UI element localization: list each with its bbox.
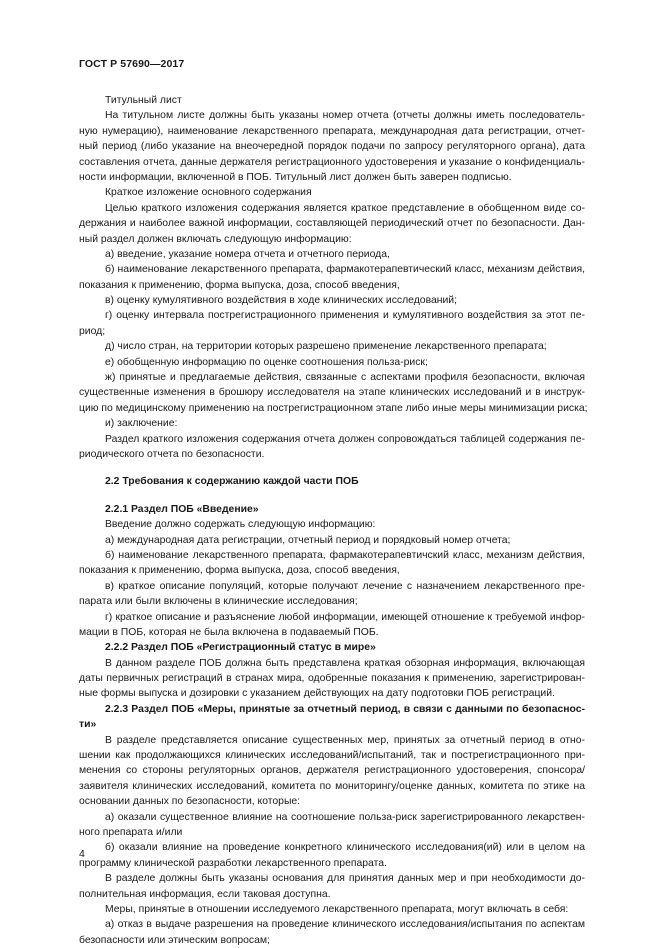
text-line: Введение должно содержать следующую информацию: bbox=[105, 519, 376, 531]
text-line: риодического отчета по безопасности. bbox=[79, 448, 265, 460]
text-line: менения со стороны регуляторных органов, держателя регистрационного удостоверения, спонсора/ bbox=[79, 765, 585, 777]
text-line: заявителя клинических исследований, комитета по мониторингу/оценке данных, комитета по этике на bbox=[79, 780, 585, 792]
text-line: д) число стран, на территории которых разрешено применение лекарственного препарата; bbox=[105, 341, 547, 353]
text-line: даты первичных регистраций в странах мира, одобренные показания к применению, зарегистрирован- bbox=[79, 673, 585, 685]
spacer bbox=[79, 490, 585, 502]
spacer bbox=[79, 462, 585, 474]
text-line: 2.2.2 Раздел ПОБ «Регистрационный статус в мире» bbox=[105, 642, 376, 654]
text-line: ный период (либо указание на внеочередной порядок подачи по запросу регуляторного органа), дата bbox=[79, 141, 585, 153]
text-line: 2.2 Требования к содержанию каждой части ПОБ bbox=[105, 476, 359, 488]
page-number: 4 bbox=[79, 848, 85, 860]
text-line: мации в ПОБ, которая не была включена в подаваемый ПОБ. bbox=[79, 626, 379, 638]
text-line: и) заключение: bbox=[105, 418, 178, 430]
text-line: цию по медицинскому применению на пострегистрационном этапе либо иные меры минимизации риска; bbox=[79, 402, 588, 414]
text-line: держания и наиболее важной информации, составляющей периодический отчет по безопасности. Дан- bbox=[79, 218, 585, 230]
text-line: составления отчета, данные держателя регистрационного удостоверения и указание о конфиденциаль- bbox=[79, 156, 585, 168]
text-line: ный раздел должен включать следующую информацию: bbox=[79, 233, 352, 245]
text-line: показания к применению, форма выпуска, доза, способ введения, bbox=[79, 565, 400, 577]
text-line: ные формы выпуска и дозировки с указанием действующих на дату подготовки ПОБ регистраций. bbox=[79, 688, 555, 700]
text-line: показания к применению, форма выпуска, доза, способ введения, bbox=[79, 279, 400, 291]
text-line: Меры, принятые в отношении исследуемого лекарственного препарата, могут включать в себя: bbox=[105, 903, 569, 915]
text-line: В разделе представляется описание существенных мер, принятых за отчетный период в отно- bbox=[105, 734, 585, 746]
text-line: Раздел краткого изложения содержания отчета должен сопровождаться таблицей содержания пе- bbox=[105, 433, 585, 445]
text-line: безопасности или этическим вопросам; bbox=[79, 934, 270, 946]
text-line: в) краткое описание популяций, которые получают лечение с назначением лекарственного пре- bbox=[105, 580, 585, 592]
text-line: 2.2.1 Раздел ПОБ «Введение» bbox=[105, 503, 259, 515]
text-line: а) оказали существенное влияние на соотношение польза-риск зарегистрированного лекарствен- bbox=[105, 811, 585, 823]
text-line: шении как продолжающихся клинических исследований/испытаний, так и пострегистрационного при- bbox=[79, 750, 585, 762]
text-line: программу клинической разработки лекарственного препарата. bbox=[79, 857, 387, 869]
text-line: существенные изменения в брошюру исследователя на этапе клинических исследований и в инструк- bbox=[79, 387, 585, 399]
text-line: В разделе должны быть указаны основания для принятия данных мер и при необходимости до- bbox=[105, 873, 585, 885]
text-line: ную нумерацию), наименование лекарственного препарата, международная дата регистрации, отчет- bbox=[79, 125, 585, 137]
text-line: Краткое изложение основного содержания bbox=[105, 187, 312, 199]
text-line: Титульный лист bbox=[105, 95, 182, 106]
text-line: б) наименование лекарственного препарата, фармакотерапевтичский класс, механизм действия, bbox=[105, 549, 585, 561]
text-line: в) оценку кумулятивного воздействия в ходе клинических исследований; bbox=[105, 295, 457, 307]
text-line: основании данных по безопасности, которые: bbox=[79, 796, 301, 808]
text-line: ти» bbox=[79, 719, 97, 731]
text-line: риод; bbox=[79, 325, 106, 337]
text-line: б) оказали влияние на проведение конкретного клинического исследования(ий) или в целом на bbox=[105, 842, 585, 854]
text-line: Целью краткого изложения содержания является краткое представление в обобщенном виде со- bbox=[105, 202, 585, 214]
text-line: г) краткое описание и разъяснение любой информации, имеющей отношение к требуемой инфор- bbox=[105, 611, 585, 623]
text-line: На титульном листе должны быть указаны номер отчета (отчеты должны иметь последователь- bbox=[105, 110, 585, 122]
text-line: е) обобщенную информацию по оценке соотношения польза-риск; bbox=[105, 356, 428, 368]
text-line: г) оценку интервала пострегистрационного применения и кумулятивного воздействия за этот пе- bbox=[105, 310, 585, 322]
text-line: В данном разделе ПОБ должна быть представлена краткая обзорная информация, включающая bbox=[105, 657, 585, 669]
document-body bbox=[79, 93, 588, 948]
text-line: парата или были включены в клинические исследования; bbox=[79, 596, 358, 608]
text-line: ного препарата и/или bbox=[79, 826, 183, 838]
text-line: б) наименование лекарственного препарата, фармакотерапевтический класс, механизм действия, bbox=[105, 264, 585, 276]
text-line: полнительная информация, если таковая доступна. bbox=[79, 888, 331, 900]
document-header: ГОСТ Р 57690—2017 bbox=[79, 58, 185, 70]
text-line: а) международная дата регистрации, отчетный период и порядковый номер отчета; bbox=[105, 534, 511, 546]
text-line: ж) принятые и предлагаемые действия, связанные с аспектами профиля безопасности, включая bbox=[105, 372, 585, 384]
text-line: а) введение, указание номера отчета и отчетного периода, bbox=[105, 248, 390, 260]
text-line: 2.2.3 Раздел ПОБ «Меры, принятые за отчетный период, в связи с данными по безопаснос- bbox=[105, 703, 585, 715]
text-line: а) отказ в выдаче разрешения на проведение клинического исследования/испытания по аспектам bbox=[105, 919, 585, 931]
text-line: ности информации, включенной в ПОБ. Титульный лист должен быть заверен подписью. bbox=[79, 171, 512, 183]
